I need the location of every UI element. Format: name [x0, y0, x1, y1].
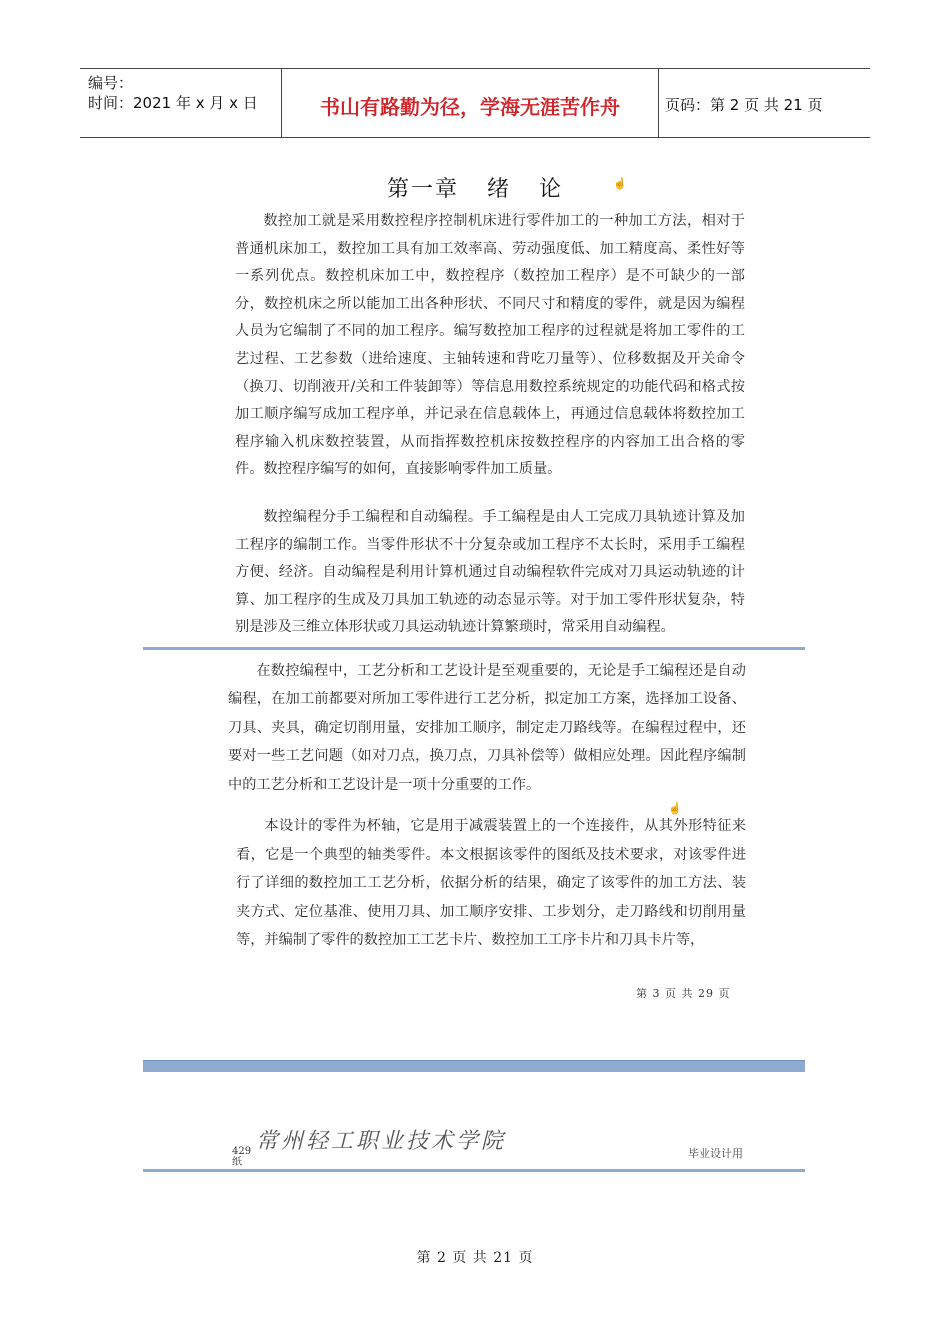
header-divider: [658, 69, 659, 137]
chapter-word-2: 论: [539, 177, 564, 202]
header-meta: [88, 73, 278, 113]
bottom-divider: [143, 1169, 805, 1172]
header-table: [80, 68, 870, 138]
serial-label: 编号：: [88, 74, 134, 92]
inner-page-number: 第 3 页 共 29 页: [636, 987, 731, 1000]
school-logo: 常州轻工职业技术学院: [256, 1129, 507, 1154]
chapter-title: [0, 172, 950, 203]
number-429-value: 429: [232, 1146, 252, 1157]
graduation-label: 毕业设计用: [688, 1147, 743, 1160]
paragraph-programming-types: 数控编程分手工编程和自动编程。手工编程是由人工完成刀具轨迹计算及加工程序的编制工作。当零件形状不十分复杂或加工程序不太长时，采用手工编程方便、经济。自动编程是利用计算机通过自动编程软件完成对刀具运动轨迹的计算、加工程序的生成及刀具加工轨迹的动态显示等。对于加工零件形状复杂，特别是涉及三维立体形状或刀具运动轨迹计算繁琐时，常采用自动编程。: [235, 509, 745, 636]
header-motto: 书山有路勤为径，学海无涯苦作舟: [320, 95, 620, 119]
number-429-suffix: 纸: [232, 1157, 242, 1168]
time-label: 时间：2021 年 x 月 x 日: [88, 94, 258, 112]
page-band-divider: [143, 1060, 805, 1072]
hand-cursor-icon: ☝: [613, 177, 627, 190]
chapter-word-1: 绪: [486, 177, 511, 202]
paragraph-process-analysis: 在数控编程中，工艺分析和工艺设计是至观重要的，无论是手工编程还是自动编程，在加工前都要对所加工零件进行工艺分析，拟定加工方案，选择加工设备、刀具、夹具，确定切削用量，安排加工顺序，制定走刀路线等。在编程过程中，还要对一些工艺问题（如对刀点，换刀点，刀具补偿等）做相应处理。因此程序编制中的工艺分析和工艺设计是一项十分重要的工作。: [228, 663, 746, 793]
paragraph-intro: 数控加工就是采用数控程序控制机床进行零件加工的一种加工方法，相对于普通机床加工，数控加工具有加工效率高、劳动强度低、加工精度高、柔性好等一系列优点。数控机床加工中，数控程序（数控加工程序）是不可缺少的一部分，数控机床之所以能加工出各种形状、不同尺寸和精度的零件，就是因为编程人员为它编制了不同的加工程序。编写数控加工程序的过程就是将加工零件的工艺过程、工艺参数（进给速度、主轴转速和背吃刀量等）、位移数据及开关命令（换刀、切削液开/关和工件装卸等）等信息用数控系统规定的功能代码和格式按加工顺序编写成加工程序单，并记录在信息载体上，再通过信息载体将数控加工程序输入机床数控装置，从而指挥数控机床按数控程序的内容加工出合格的零件。数控程序编写的如何，直接影响零件加工质量。: [235, 213, 745, 478]
footer-page-number: 第 2 页 共 21 页: [416, 1250, 534, 1266]
header-page-info: 页码：第 2 页 共 21 页: [665, 96, 823, 114]
hand-cursor-icon: ☝: [668, 802, 682, 815]
page-divider: [143, 647, 805, 650]
paragraph-design-part: 本设计的零件为杯轴，它是用于减震装置上的一个连接件，从其外形特征来看，它是一个典型的轴类零件。本文根据该零件的图纸及技术要求，对该零件进行了详细的数控加工工艺分析，依据分析的结果，确定了该零件的加工方法、装夹方式、定位基准、使用刀具、加工顺序安排、工步划分，走刀路线和切削用量等，并编制了零件的数控加工工艺卡片、数控加工工序卡片和刀具卡片等，: [236, 818, 746, 949]
chapter-number: 第一章: [386, 177, 459, 202]
number-429: [232, 1146, 251, 1168]
